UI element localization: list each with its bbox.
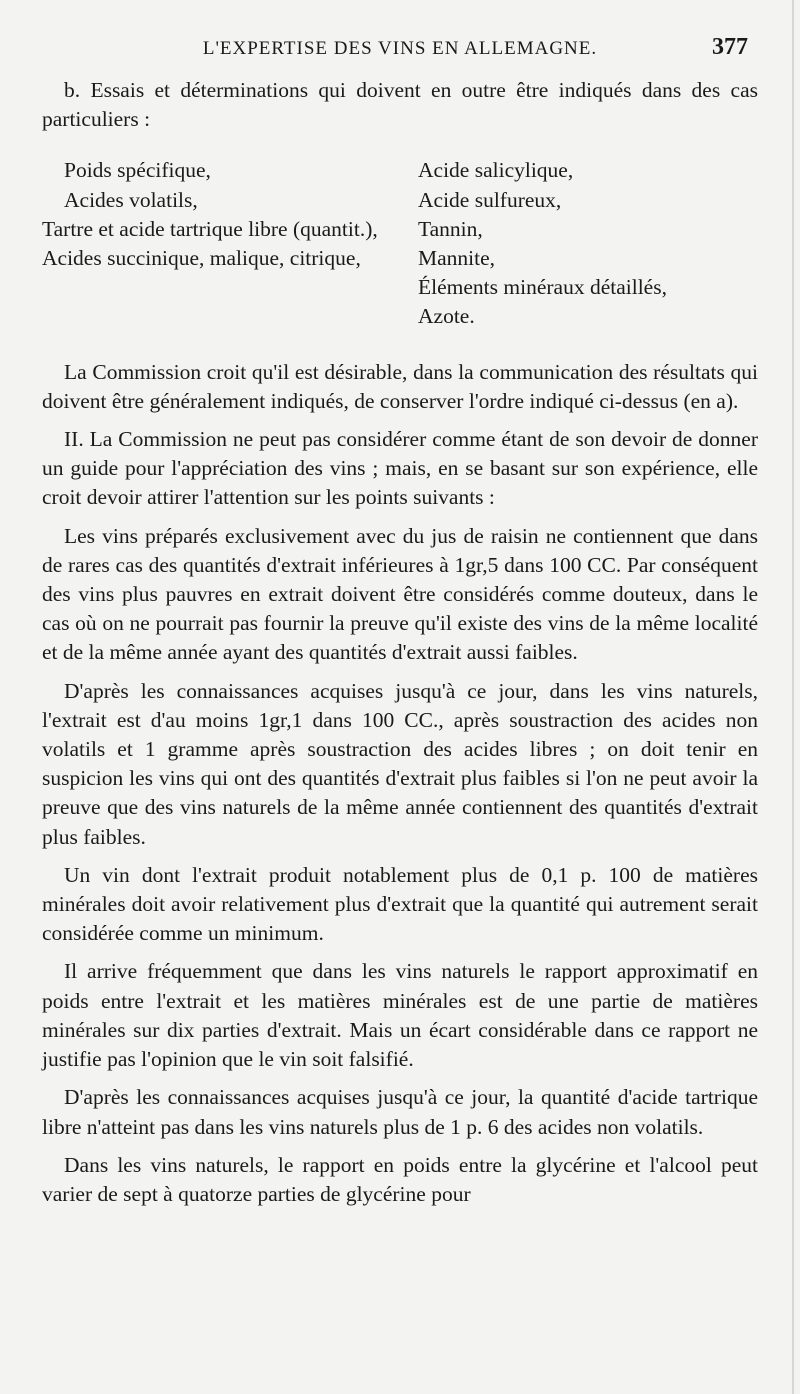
page-header	[0, 34, 800, 70]
list-item: Acides succinique, malique, citrique,	[42, 246, 361, 271]
list-item: Mannite,	[418, 246, 496, 271]
paragraph: Il arrive fréquemment que dans les vins naturels le rapport approximatif en poids entre l'extrait et les matières minérales est de une partie de matières minérales sur dix parties d'extrait. Mais un écart considérable dans ce rapport ne justifie pas l'opinion que le vin soit falsifié.	[42, 959, 758, 1072]
list-item: Acide salicylique,	[418, 158, 574, 183]
list-item: Éléments minéraux détaillés,	[418, 275, 667, 300]
paragraph: II. La Commission ne peut pas considérer comme étant de son devoir de donner un guide pour l'appréciation des vins ; mais, en se basant sur son expérience, elle croit devoir attirer l'attention sur les points suivants :	[42, 427, 758, 510]
page-edge-shadow	[792, 0, 794, 1394]
paragraph: Dans les vins naturels, le rapport en poids entre la glycérine et l'alcool peut varier de sept à quatorze parties de glycérine pour	[42, 1152, 758, 1206]
paragraph: Un vin dont l'extrait produit notablement plus de 0,1 p. 100 de matières minérales doit avoir relativement plus d'extrait que la quantité qui autrement serait considérée comme un minimum.	[42, 862, 758, 946]
intro-paragraph: b. Essais et déterminations qui doivent en outre être indiqués dans des cas particuliers :	[42, 78, 758, 132]
paragraph: D'après les connaissances acquises jusqu'à ce jour, la quantité d'acide tartrique libre n'atteint pas dans les vins naturels plus de 1 p. 6 des acides non volatils.	[42, 1085, 758, 1139]
paragraph: D'après les connaissances acquises jusqu'à ce jour, dans les vins naturels, l'extrait est d'au moins 1gr,1 dans 100 CC., après soustraction des acides non volatils et 1 gramme après soustraction des acides libres ; on doit tenir en suspicion les vins qui ont des quantités d'extrait plus faibles si l'on ne peut avoir la preuve que des vins naturels de la même année contiennent des quantités d'extrait plus faibles.	[42, 678, 758, 849]
running-title: L'EXPERTISE DES VINS EN ALLEMAGNE.	[202, 38, 598, 59]
paragraph: Les vins préparés exclusivement avec du jus de raisin ne contiennent que dans de rares cas des quantités d'extrait inférieures à 1gr,5 dans 100 CC. Par conséquent des vins plus pauvres en extrait doivent être considérés comme douteux, dans le cas où on ne pourrait pas fournir la preuve qu'il existe des vins de la même localité et de la même année ayant des quantités d'extrait aussi faibles.	[42, 523, 758, 665]
analysis-list-left	[42, 156, 410, 331]
paragraph: La Commission croit qu'il est désirable, dans la communication des résultats qui doivent être généralement indiqués, de conserver l'ordre indiqué ci-dessus (en a).	[42, 359, 758, 413]
analysis-list-right	[410, 156, 758, 331]
page-number: 377	[712, 34, 748, 60]
page-body	[42, 76, 758, 1209]
list-item: Tartre et acide tartrique libre (quantit.),	[42, 216, 378, 241]
list-item: Acides volatils,	[64, 187, 198, 212]
list-item: Acide sulfureux,	[418, 187, 562, 212]
analysis-list	[42, 156, 758, 331]
list-item: Poids spécifique,	[64, 158, 211, 183]
list-item: Azote.	[418, 304, 475, 329]
list-item: Tannin,	[418, 216, 483, 241]
